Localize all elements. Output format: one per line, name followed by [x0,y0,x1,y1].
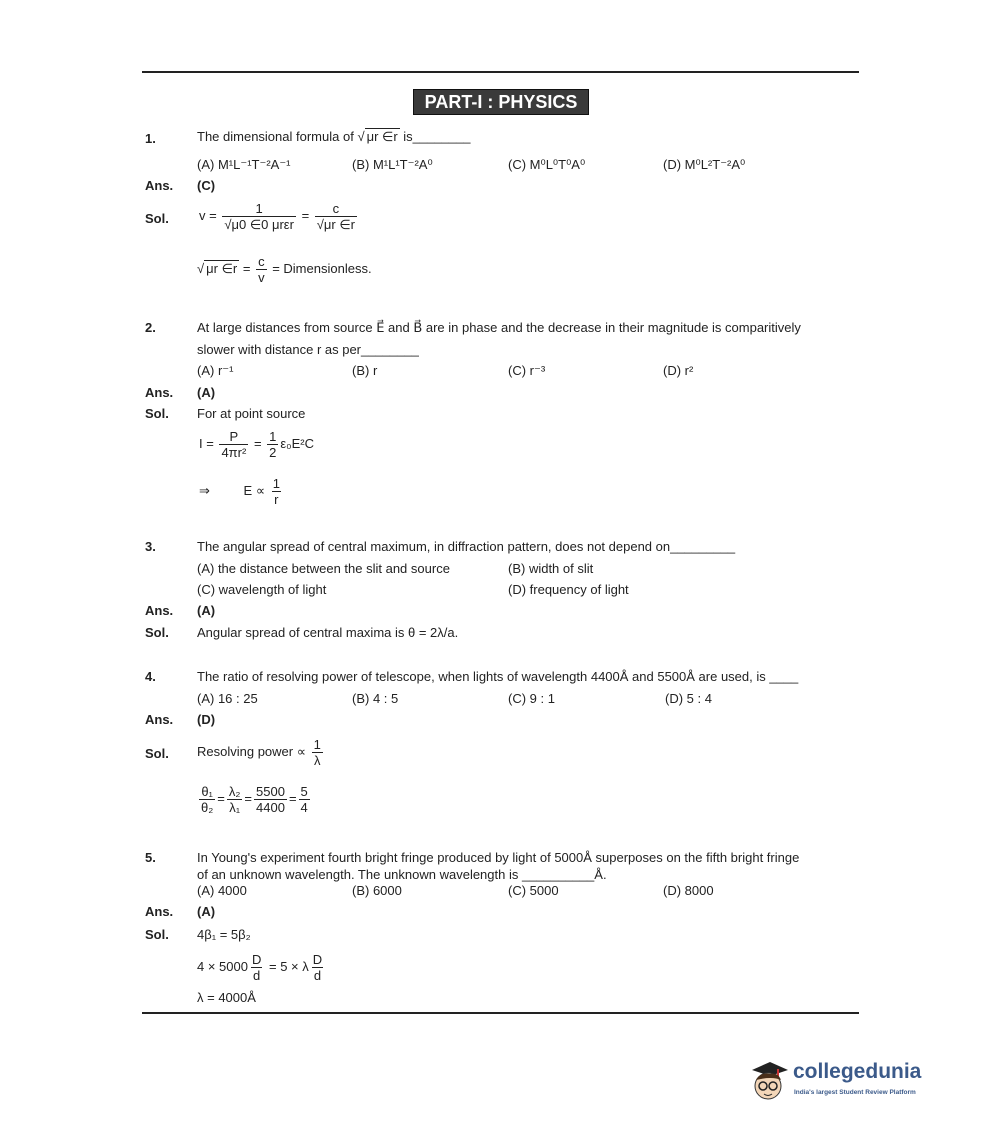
logo-tagline: India's largest Student Review Platform [794,1089,916,1096]
denominator: v [258,270,265,285]
q2-text-line1: At large distances from source E⃗ and B⃗ are in phase and the decrease in their magnitude is comparitively [197,320,801,335]
q4-sol-formula-1 [197,737,325,768]
q2-number: 2. [145,320,156,335]
q3-option-d: (D) frequency of light [508,582,629,597]
numerator: 1 [269,429,277,444]
q4-option-d: (D) 5 : 4 [665,691,712,706]
numerator: D [251,952,262,967]
fraction [299,784,310,815]
q2-option-c: (C) r⁻³ [508,363,546,378]
denominator: λ [314,753,321,768]
q2-ans-label: Ans. [145,385,174,400]
q3-sol-label: Sol. [145,625,169,640]
mascot-icon [748,1058,792,1106]
q5-text-line1: In Young's experiment fourth bright fringe produced by light of 5000Å superposes on the fifth bright fringe [197,850,800,865]
q1-text-post: is________ [403,129,471,144]
equals: = [253,435,262,451]
sqrt-expression: √ μr ∈r [357,129,398,144]
q2-sol-text: For at point source [197,406,306,421]
q3-text: The angular spread of central maximum, in diffraction pattern, does not depend on_________ [197,539,736,554]
fraction [219,429,248,460]
q5-sol-line1: 4β₁ = 5β₂ [197,927,251,942]
q1-option-d: (D) M⁰L²T⁻²A⁰ [663,157,746,172]
denominator: θ₂ [201,800,214,815]
fraction [222,201,296,232]
q2-answer: (A) [197,385,216,400]
q3-ans-label: Ans. [145,603,174,618]
denominator: r [274,492,279,507]
numerator: P [229,429,239,444]
implies-arrow: ⇒ [199,482,210,498]
q1-number: 1. [145,131,156,146]
q5-answer: (A) [197,904,216,919]
q5-option-a: (A) 4000 [197,883,247,898]
q4-option-b: (B) 4 : 5 [352,691,399,706]
q4-ans-label: Ans. [145,712,174,727]
q1-sol-label: Sol. [145,211,169,226]
lhs: v = [199,207,217,223]
q2-option-a: (A) r⁻¹ [197,363,234,378]
section-title: PART-I : PHYSICS [413,89,589,115]
q2-sol-formula-2 [199,476,284,507]
denominator: d [253,968,261,983]
numerator: 5500 [256,784,285,799]
q4-option-c: (C) 9 : 1 [508,691,555,706]
numerator: 5 [300,784,308,799]
q5-option-d: (D) 8000 [663,883,714,898]
q1-option-b: (B) M¹L¹T⁻²A⁰ [352,157,433,172]
fraction [199,784,215,815]
q5-ans-label: Ans. [145,904,174,919]
denominator: 4400 [256,800,285,815]
fraction [254,784,287,815]
logo-name: collegedunia [793,1060,922,1083]
q2-sol-label: Sol. [145,406,169,421]
radicand: μ0 ∈0 μrεr [231,217,294,232]
q2-sol-formula-1 [199,429,314,460]
top-rule [142,71,859,73]
q2-text-line2: slower with distance r as per________ [197,342,419,357]
q5-sol-label: Sol. [145,927,169,942]
fraction [311,952,324,983]
equals: = [244,790,253,806]
q4-sol-label: Sol. [145,746,169,761]
numerator: 1 [255,201,263,216]
q2-option-b: (B) r [352,363,378,378]
equals: = [242,260,251,276]
denominator: 2 [269,445,277,460]
radicand: μr ∈r [323,217,356,232]
sol-text: Resolving power ∝ [197,743,307,759]
q3-answer: (A) [197,603,216,618]
numerator: c [332,201,340,216]
q4-option-a: (A) 16 : 25 [197,691,258,706]
fraction [312,737,323,768]
q1-text-pre: The dimensional formula of [197,129,354,144]
q4-answer: (D) [197,712,216,727]
q1-option-c: (C) M⁰L⁰T⁰A⁰ [508,157,586,172]
numerator: 1 [313,737,321,752]
rhs: = 5 × λ [268,958,309,974]
q2-option-d: (D) r² [663,363,694,378]
q3-sol-text: Angular spread of central maxima is θ = 2λ/a. [197,625,459,640]
radicand: μr ∈r [206,260,238,276]
numerator: c [258,254,265,269]
q5-text-line2: of an unknown wavelength. The unknown wavelength is __________Å. [197,867,607,882]
fraction [227,784,243,815]
equals: = [288,790,297,806]
q4-sol-formula-2 [197,784,312,815]
fraction [271,476,282,507]
denominator: √μr ∈r [316,217,356,232]
q4-number: 4. [145,669,156,684]
fraction [250,952,263,983]
equals: = [301,207,310,223]
denominator: √μ0 ∈0 μrεr [224,217,294,232]
numerator: 1 [272,476,280,491]
q3-option-b: (B) width of slit [508,561,594,576]
lhs: 4 × 5000 [197,958,248,974]
bottom-rule [142,1012,859,1014]
denominator: λ₁ [229,800,241,815]
q4-text: The ratio of resolving power of telescope, when lights of wavelength 4400Å and 5500Å are used, is ____ [197,669,799,684]
numerator: D [312,952,323,967]
collegedunia-logo [748,1058,923,1106]
denominator: 4πr² [221,445,247,460]
result: ε₀E²C [280,435,314,451]
lhs: I = [199,435,214,451]
q1-ans-label: Ans. [145,178,174,193]
denominator: 4 [300,800,308,815]
equals: = [217,790,225,806]
q5-sol-formula [197,952,326,983]
q1-answer: (C) [197,178,216,193]
lhs: E ∝ [243,482,266,498]
q3-option-c: (C) wavelength of light [197,582,327,597]
numerator: θ₁ [201,784,213,799]
q3-number: 3. [145,539,156,554]
q1-sol-formula-1 [199,201,359,232]
q1-text [197,129,471,145]
q5-number: 5. [145,850,156,865]
sqrt-expression: √ μr ∈r [197,260,238,276]
q5-option-c: (C) 5000 [508,883,559,898]
q5-sol-result: λ = 4000Å [197,990,256,1005]
denominator: d [313,968,322,983]
result: = Dimensionless. [272,260,372,276]
q1-sol-formula-2 [197,254,372,285]
q5-option-b: (B) 6000 [352,883,402,898]
numerator: λ₂ [228,784,241,799]
fraction [315,201,357,232]
q3-option-a: (A) the distance between the slit and source [197,561,450,576]
fraction [256,254,267,285]
fraction [267,429,278,460]
radicand: μr ∈r [366,129,398,144]
q1-option-a: (A) M¹L⁻¹T⁻²A⁻¹ [197,157,291,172]
